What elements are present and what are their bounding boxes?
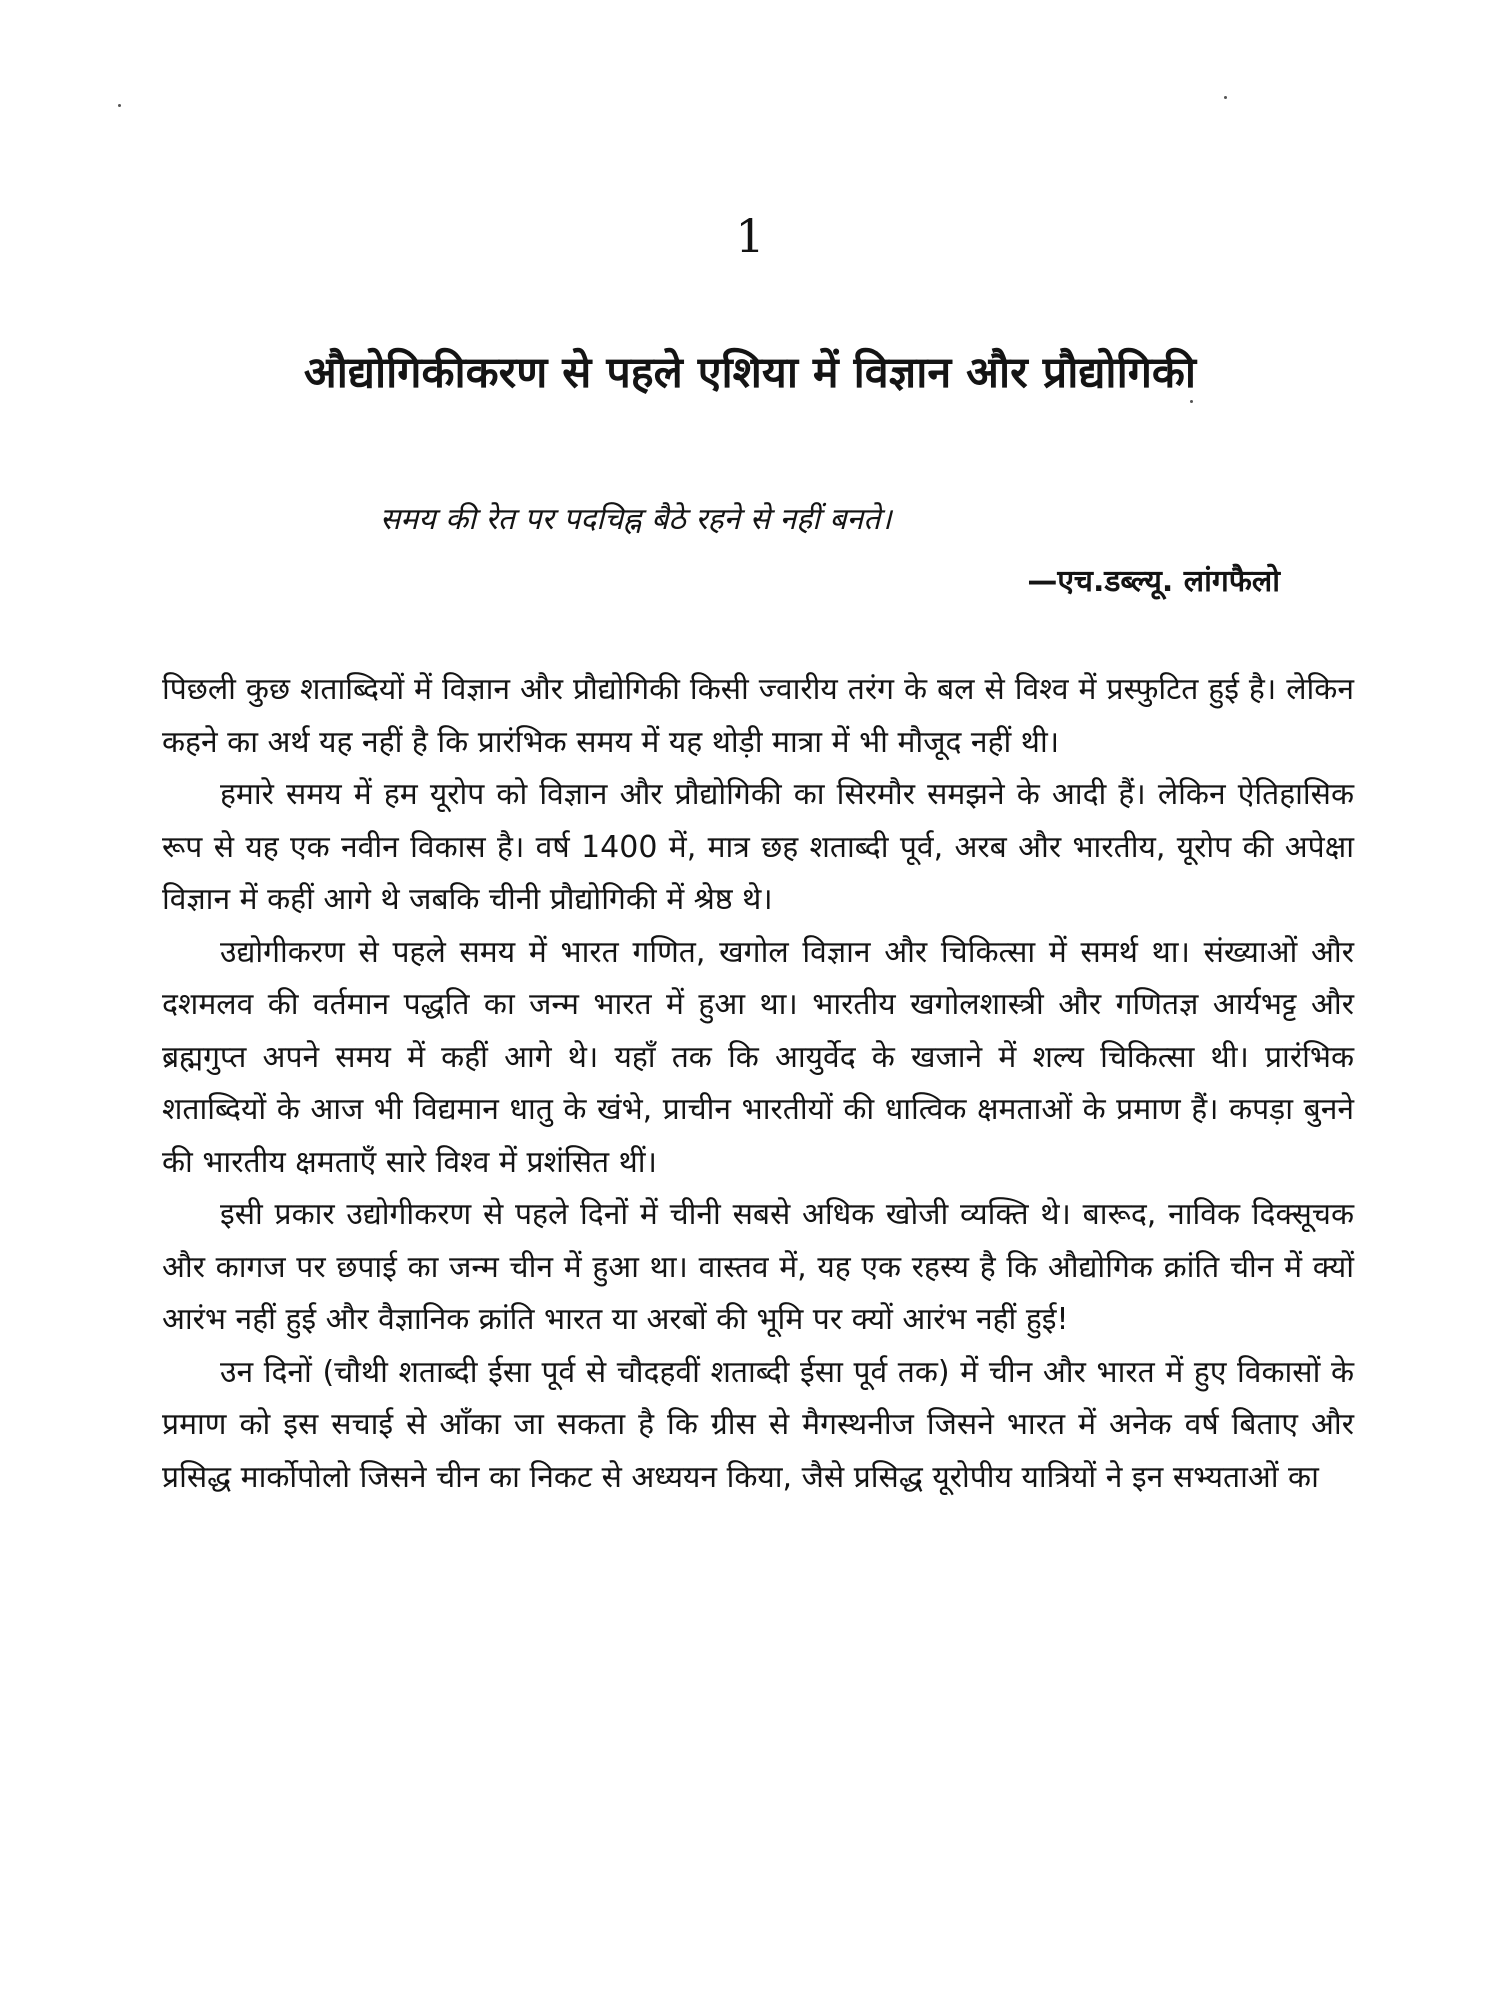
- paragraph-4: इसी प्रकार उद्योगीकरण से पहले दिनों में चीनी सबसे अधिक खोजी व्यक्ति थे। बारूद, नाविक दिक्सूचक और कागज पर छपाई का जन्म चीन में हुआ था। वास्तव में, यह एक रहस्य है कि औद्योगिक क्रांति चीन में क्यों आरंभ नहीं हुई और वैज्ञानिक क्रांति भारत या अरबों की भूमि पर क्यों आरंभ नहीं हुई!: [162, 1197, 1354, 1337]
- chapter-title: औद्योगिकीकरण से पहले एशिया में विज्ञान और प्रौद्योगिकी: [303, 347, 1197, 398]
- epigraph-author: —एच.डब्ल्यू. लांगफैलो: [1027, 564, 1280, 599]
- paragraph-3: उद्योगीकरण से पहले समय में भारत गणित, खगोल विज्ञान और चिकित्सा में समर्थ था। संख्याओं और दशमलव की वर्तमान पद्धति का जन्म भारत में हुआ था। भारतीय खगोलशास्त्री और गणितज्ञ आर्यभट्ट और ब्रह्मगुप्त अपने समय में कहीं आगे थे। यहाँ तक कि आयुर्वेद के खजाने में शल्य चिकित्सा थी। प्रारंभिक शताब्दियों के आज भी विद्यमान धातु के खंभे, प्राचीन भारतीयों की धात्विक क्षमताओं के प्रमाण हैं। कपड़ा बुनने की भारतीय क्षमताएँ सारे विश्व में प्रशंसित थीं।: [162, 934, 1354, 1180]
- paragraph-5: उन दिनों (चौथी शताब्दी ईसा पूर्व से चौदहवीं शताब्दी ईसा पूर्व तक) में चीन और भारत में हुए विकासों के प्रमाण को इस सचाई से आँका जा सकता है कि ग्रीस से मैगस्थनीज जिसने भारत में अनेक वर्ष बिताए और प्रसिद्ध मार्कोपोलो जिसने चीन का निकट से अध्ययन किया, जैसे प्रसिद्ध यूरोपीय यात्रियों ने इन सभ्यताओं का: [162, 1354, 1354, 1495]
- scan-speck: [118, 104, 121, 107]
- scan-speck: [1224, 96, 1227, 99]
- paragraph-1: पिछली कुछ शताब्दियों में विज्ञान और प्रौद्योगिकी किसी ज्वारीय तरंग के बल से विश्व में प्रस्फुटित हुई है। लेकिन कहने का अर्थ यह नहीं है कि प्रारंभिक समय में यह थोड़ी मात्रा में भी मौजूद नहीं थी।: [162, 672, 1354, 760]
- paragraph-2: हमारे समय में हम यूरोप को विज्ञान और प्रौद्योगिकी का सिरमौर समझने के आदी हैं। लेकिन ऐतिहासिक रूप से यह एक नवीन विकास है। वर्ष 1400 में, मात्र छह शताब्दी पूर्व, अरब और भारतीय, यूरोप की अपेक्षा विज्ञान में कहीं आगे थे जबकि चीनी प्रौद्योगिकी में श्रेष्ठ थे।: [162, 777, 1354, 917]
- epigraph: [150, 498, 1300, 604]
- epigraph-quote: समय की रेत पर पदचिह्न बैठे रहने से नहीं बनते।: [380, 502, 892, 537]
- chapter-number: 1: [735, 209, 765, 263]
- body-text: [162, 664, 1354, 1504]
